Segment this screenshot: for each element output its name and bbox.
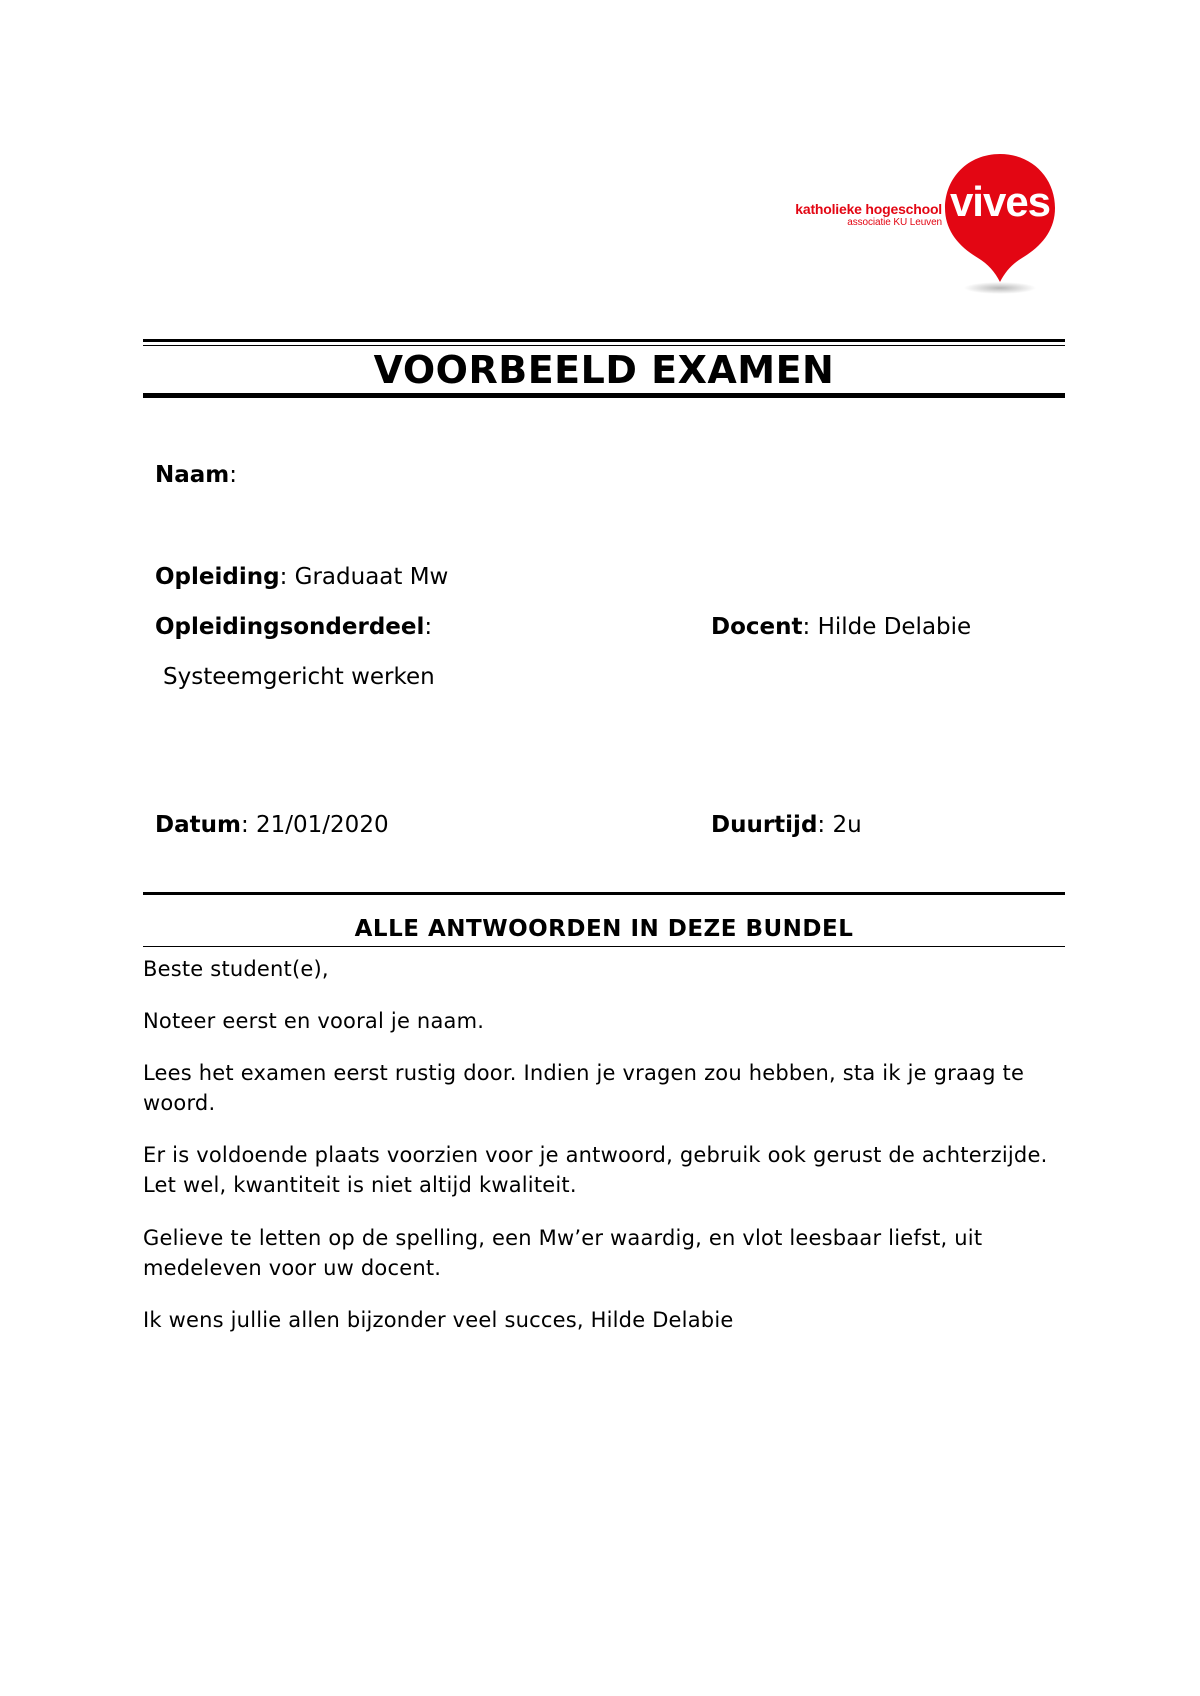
- datum-value: 21/01/2020: [256, 812, 389, 838]
- title-rule-top-thin: [143, 345, 1065, 346]
- logo-pin-icon: [940, 150, 1060, 300]
- logo-line2: associatie KU Leuven: [847, 217, 942, 229]
- instruction-paragraph: Lees het examen eerst rustig door. Indien je vragen zou hebben, sta ik je graag te woord.: [143, 1061, 1025, 1115]
- logo-line1: katholieke hogeschool: [795, 201, 942, 217]
- onderdeel-value: Systeemgericht werken: [163, 664, 435, 690]
- vives-logo: [760, 150, 1060, 310]
- naam-label: Naam: [155, 462, 230, 488]
- instructions-rule-top: [143, 892, 1065, 895]
- duurtijd-value: 2u: [832, 812, 862, 838]
- instructions-rule-bottom: [143, 946, 1065, 947]
- datum-field: [155, 812, 389, 838]
- page-title: VOORBEELD EXAMEN: [373, 348, 835, 392]
- logo-text: [795, 202, 942, 228]
- title-rule-bottom: [143, 393, 1065, 398]
- opleiding-label: Opleiding: [155, 564, 280, 590]
- instructions-heading: ALLE ANTWOORDEN IN DEZE BUNDEL: [354, 916, 854, 942]
- naam-separator: :: [229, 462, 238, 488]
- onderdeel-label: Opleidingsonderdeel: [155, 614, 425, 640]
- naam-field: [155, 462, 237, 488]
- duurtijd-label: Duurtijd: [711, 812, 818, 838]
- instruction-paragraph: Er is voldoende plaats voorzien voor je antwoord, gebruik ook gerust de achterzijde. Let wel, kwantiteit is niet altijd kwaliteit.: [143, 1143, 1048, 1197]
- docent-value: Hilde Delabie: [817, 614, 972, 640]
- datum-label: Datum: [155, 812, 241, 838]
- instruction-paragraph: Ik wens jullie allen bijzonder veel succes, Hilde Delabie: [143, 1308, 734, 1332]
- docent-separator: :: [802, 614, 811, 640]
- onderdeel-separator: :: [424, 614, 433, 640]
- instruction-paragraph: Noteer eerst en vooral je naam.: [143, 1009, 485, 1033]
- opleiding-value: Graduaat Mw: [294, 564, 449, 590]
- docent-label: Docent: [711, 614, 803, 640]
- instruction-paragraph: Beste student(e),: [143, 957, 329, 981]
- opleiding-field: [155, 564, 448, 590]
- docent-field: [711, 614, 971, 640]
- duurtijd-separator: :: [817, 812, 826, 838]
- opleiding-separator: :: [279, 564, 288, 590]
- onderdeel-field: [155, 614, 432, 640]
- title-rule-top-thick: [143, 339, 1065, 342]
- logo-wordmark: vives: [949, 178, 1051, 225]
- instruction-paragraph: Gelieve te letten op de spelling, een Mw’er waardig, en vlot leesbaar liefst, uit medeleven voor uw docent.: [143, 1226, 983, 1280]
- datum-separator: :: [240, 812, 249, 838]
- duurtijd-field: [711, 812, 862, 838]
